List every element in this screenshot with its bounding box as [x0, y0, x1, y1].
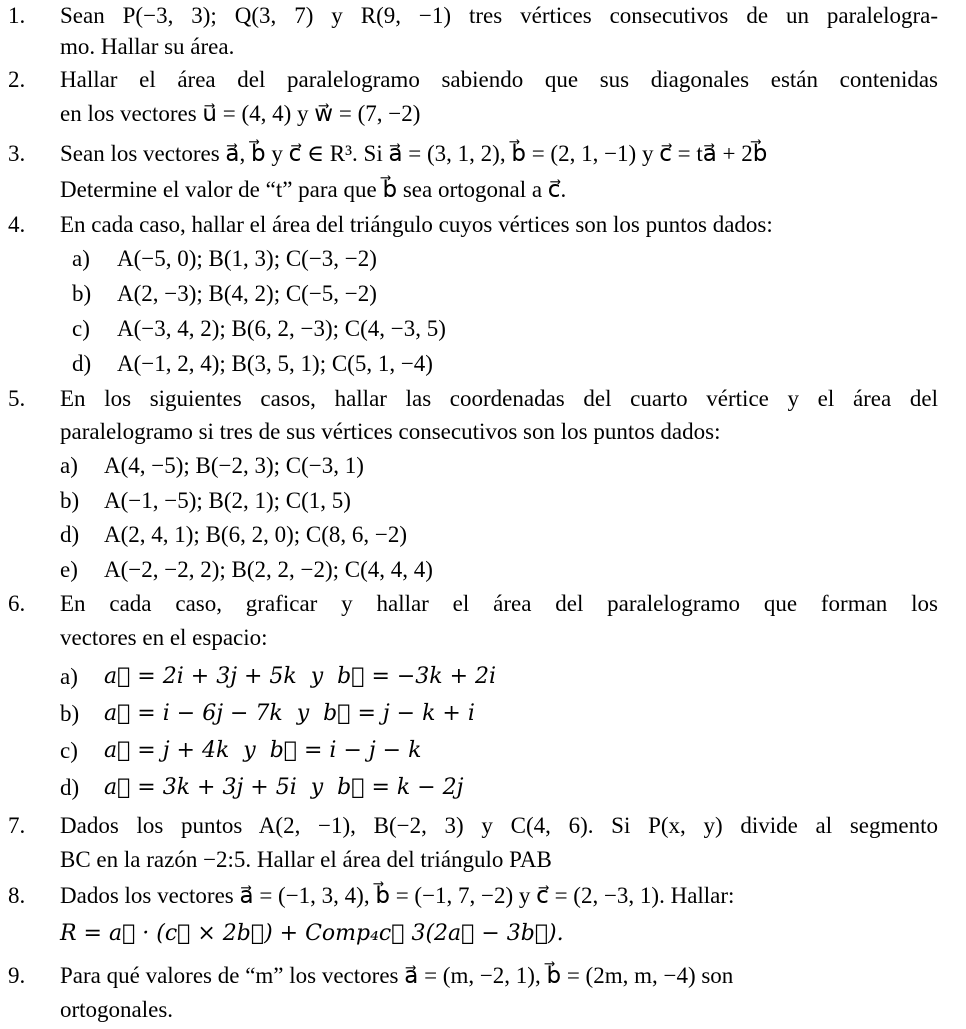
problem-2-line-1: Hallar el área del paralelogramo sabiendo que sus diagonales están contenidas	[60, 67, 938, 92]
problem-5-item-d-text: A(2, 4, 1); B(6, 2, 0); C(8, 6, −2)	[104, 522, 407, 547]
problem-5-item-a-text: A(4, −5); B(−2, 3); C(−3, 1)	[104, 453, 364, 478]
problem-5-line-1: En los siguientes casos, hallar las coordenadas del cuarto vértice y el área del	[60, 386, 938, 411]
problem-5-item-b-label: b)	[60, 488, 80, 513]
problem-6-line-1: En cada caso, graficar y hallar el área del paralelogramo que forman los	[60, 591, 938, 616]
problem-4-item-b-text: A(2, −3); B(4, 2); C(−5, −2)	[117, 281, 377, 306]
problem-4-item-c-label: c)	[72, 316, 90, 341]
problem-2-number: 2.	[8, 67, 26, 92]
problem-6-number: 6.	[8, 591, 26, 616]
problem-6-item-b-label: b)	[60, 701, 80, 726]
problem-6-item-a-label: a)	[60, 664, 78, 689]
problem-3-line-2: Determine el valor de “t” para que b⃗ sea ortogonal a c⃗.	[60, 177, 567, 202]
problem-7-line-2: BC en la razón −2:5. Hallar el área del triángulo PAB	[60, 847, 552, 872]
problem-1-number: 1.	[8, 3, 26, 28]
problem-8-line-1: Dados los vectores a⃗ = (−1, 3, 4), b⃗ = (−1, 7, −2) y c⃗ = (2, −3, 1). Hallar:	[60, 883, 735, 908]
problem-1-line-1: Sean P(−3, 3); Q(3, 7) y R(9, −1) tres vértices consecutivos de un paralelogra-	[60, 3, 938, 28]
problem-6-item-b-text: a⃗ = i − 6j − 7k y b⃗ = j − k + i	[104, 701, 475, 726]
problem-4-item-a-text: A(−5, 0); B(1, 3); C(−3, −2)	[117, 246, 377, 271]
problem-5-item-e-text: A(−2, −2, 2); B(2, 2, −2); C(4, 4, 4)	[104, 557, 433, 582]
problem-5-item-e-label: e)	[60, 557, 78, 582]
problem-5-number: 5.	[8, 386, 26, 411]
problem-6-item-d-label: d)	[60, 775, 80, 800]
problem-5-item-a-label: a)	[60, 453, 78, 478]
problem-6-item-d-text: a⃗ = 3k + 3j + 5i y b⃗ = k − 2j	[104, 775, 464, 800]
problem-7-number: 7.	[8, 813, 26, 838]
problem-7-line-1: Dados los puntos A(2, −1), B(−2, 3) y C(4, 6). Si P(x, y) divide al segmento	[60, 813, 938, 838]
problem-6-line-2: vectores en el espacio:	[60, 625, 268, 650]
problem-9-line-2: ortogonales.	[60, 997, 174, 1022]
problem-4-item-b-label: b)	[72, 281, 92, 306]
problem-6-item-a-text: a⃗ = 2i + 3j + 5k y b⃗ = −3k + 2i	[104, 664, 497, 689]
problem-3-line-1: Sean los vectores a⃗, b⃗ y c⃗ ∈ R³. Si a⃗ = (3, 1, 2), b⃗ = (2, 1, −1) y c⃗ = ta⃗ + 2b⃗	[60, 141, 768, 166]
problem-5-line-2: paralelogramo si tres de sus vértices consecutivos son los puntos dados:	[60, 419, 721, 444]
problem-4-number: 4.	[8, 212, 26, 237]
problem-2-line-2: en los vectores u⃗ = (4, 4) y w⃗ = (7, −2)	[60, 101, 421, 126]
problem-5-item-d-label: d)	[60, 522, 80, 547]
problem-4-item-c-text: A(−3, 4, 2); B(6, 2, −3); C(4, −3, 5)	[117, 316, 446, 341]
problem-6-item-c-label: c)	[60, 738, 78, 763]
problem-6-item-c-text: a⃗ = j + 4k y b⃗ = i − j − k	[104, 738, 422, 763]
problem-4-item-a-label: a)	[72, 246, 90, 271]
problem-4-item-d-label: d)	[72, 351, 92, 376]
problem-8-line-2: R = a⃗ · (c⃗ × 2b⃗) + Comp₄c⃗ 3(2a⃗ − 3b⃗).	[60, 921, 564, 946]
problem-5-item-b-text: A(−1, −5); B(2, 1); C(1, 5)	[104, 488, 351, 513]
problem-4-item-d-text: A(−1, 2, 4); B(3, 5, 1); C(5, 1, −4)	[117, 351, 433, 376]
problem-1-line-2: mo. Hallar su área.	[60, 34, 235, 59]
problem-8-number: 8.	[8, 883, 26, 908]
problem-3-number: 3.	[8, 141, 26, 166]
problem-9-line-1: Para qué valores de “m” los vectores a⃗ = (m, −2, 1), b⃗ = (2m, m, −4) son	[60, 963, 734, 988]
problem-4-line-1: En cada caso, hallar el área del triángulo cuyos vértices son los puntos dados:	[60, 212, 773, 237]
problem-9-number: 9.	[8, 963, 26, 988]
